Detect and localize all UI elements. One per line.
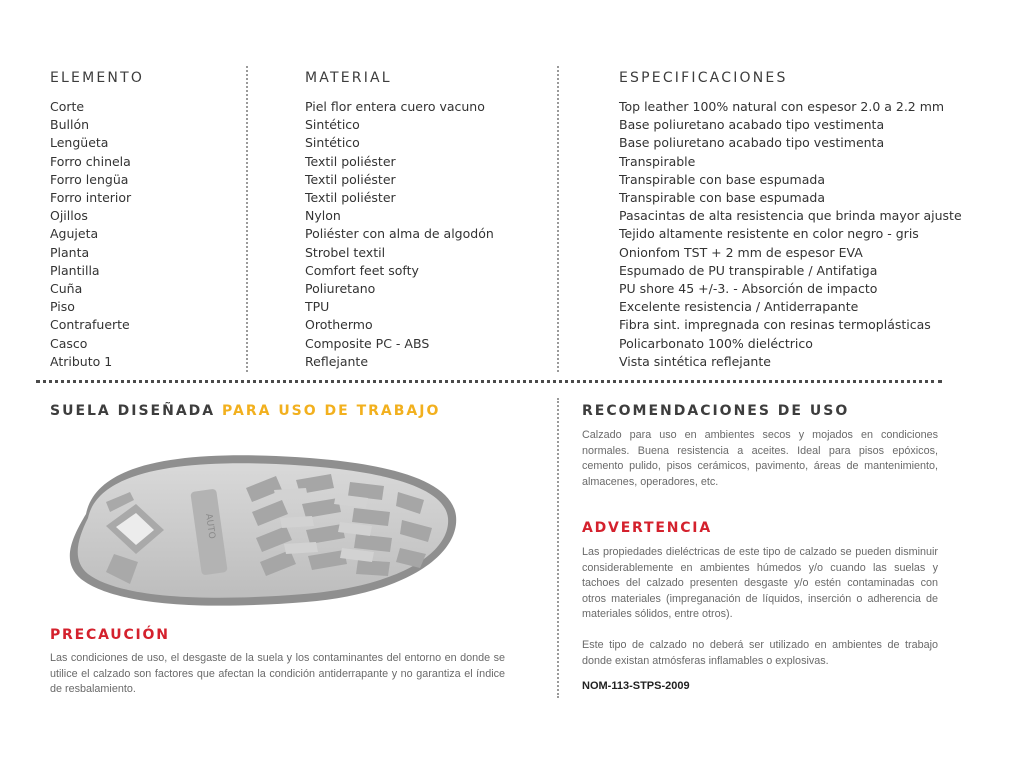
elementos-cell: Cuña [50, 281, 83, 297]
especificaciones-cell: Policarbonato 100% dieléctrico [619, 335, 813, 351]
column-divider [557, 66, 559, 372]
advertencia-text: Las propiedades dieléctricas de este tipo de calzado se pueden disminuir considerablemente en ambientes húmedos y/o cuando las suelas y tachoes del calzado presenten desgaste y/o estén contaminadas con otros materiales (impreganación de líquidos, inserción o adherencia de materiales sólidos, entre otros). [582, 546, 938, 620]
especificaciones-cell: Onionfom TST + 2 mm de espesor EVA [619, 244, 863, 260]
especificaciones-cell: Transpirable [619, 153, 696, 169]
recomendaciones-title: RECOMENDACIONES DE USO [582, 403, 850, 419]
materiales-cell: Poliéster con alma de algodón [305, 226, 494, 242]
especificaciones-cell: Base poliuretano acabado tipo vestimenta [619, 135, 885, 151]
materiales-cell: Comfort feet softy [305, 262, 419, 278]
materiales-cell: TPU [305, 299, 330, 315]
sole-brand-text: AUTO [203, 513, 217, 540]
especificaciones-cell: Espumado de PU transpirable / Antifatiga [619, 262, 878, 278]
header-material: MATERIAL [305, 70, 392, 86]
especificaciones-cell: Transpirable con base espumada [619, 190, 825, 206]
elementos-cell: Lengüeta [50, 135, 109, 151]
elementos-cell: Agujeta [50, 226, 99, 242]
especificaciones-cell: Excelente resistencia / Antiderrapante [619, 299, 859, 315]
materiales-cell: Textil poliéster [305, 190, 396, 206]
precaucion-title: PRECAUCIÓN [50, 627, 170, 643]
especificaciones-column [619, 98, 962, 371]
materiales-cell: Textil poliéster [305, 171, 396, 187]
elementos-cell: Forro chinela [50, 153, 131, 169]
shoe-sole-image [46, 434, 466, 619]
norma-label: NOM-113-STPS-2009 [582, 680, 690, 692]
especificaciones-cell: Tejido altamente resistente en color negro - gris [619, 226, 919, 242]
materiales-cell: Sintético [305, 117, 360, 133]
header-elemento: ELEMENTO [50, 70, 145, 86]
materiales-cell: Poliuretano [305, 281, 376, 297]
elementos-cell: Plantilla [50, 262, 100, 278]
materiales-cell: Sintético [305, 135, 360, 151]
especificaciones-cell: Top leather 100% natural con espesor 2.0 a 2.2 mm [619, 99, 945, 114]
elementos-cell: Bullón [50, 117, 90, 133]
section-separator [36, 380, 942, 383]
especificaciones-cell: Base poliuretano acabado tipo vestimenta [619, 117, 885, 133]
especificaciones-cell: PU shore 45 +/-3. - Absorción de impacto [619, 281, 878, 297]
recomendaciones-text: Calzado para uso en ambientes secos y mojados en condiciones normales. Buena resistencia a aceites. Ideal para pisos epóxicos, cemento pulido, pisos cerámicos, pavimento, áreas de mantenimiento, almacenes, operadores, etc. [582, 429, 938, 488]
materiales-cell: Piel flor entera cuero vacuno [305, 99, 485, 114]
materiales-cell: Textil poliéster [305, 153, 396, 169]
materiales-cell: Composite PC - ABS [305, 335, 430, 351]
material-column [305, 98, 494, 371]
elementos-cell: Forro lengüa [50, 171, 129, 187]
materiales-cell: Orothermo [305, 317, 373, 333]
materiales-cell: Reflejante [305, 353, 369, 369]
elementos-cell: Piso [50, 299, 75, 315]
column-divider [246, 66, 248, 372]
advertencia-title: ADVERTENCIA [582, 520, 712, 536]
precaucion-text: Las condiciones de uso, el desgaste de la suela y los contaminantes del entorno en donde se utilice el calzado son factores que afectan la condición antiderrapante y no garantiza el índice de resbalamiento. [50, 652, 505, 695]
elementos-cell: Ojillos [50, 208, 88, 224]
especificaciones-cell: Vista sintética reflejante [619, 353, 771, 369]
especificaciones-cell: Fibra sint. impregnada con resinas termoplásticas [619, 317, 931, 333]
suela-title-highlight: PARA USO DE TRABAJO [222, 403, 441, 419]
advertencia-text-2: Este tipo de calzado no deberá ser utilizado en ambientes de trabajo donde existan atmósferas inflamables o explosivas. [582, 639, 938, 667]
elementos-cell: Casco [50, 335, 88, 351]
materiales-cell: Nylon [305, 208, 341, 224]
elementos-cell: Corte [50, 99, 85, 114]
header-especificaciones: ESPECIFICACIONES [619, 70, 788, 86]
especificaciones-cell: Transpirable con base espumada [619, 171, 825, 187]
section-divider [557, 398, 559, 698]
suela-title-main: SUELA DISEÑADA [50, 403, 223, 419]
elementos-cell: Forro interior [50, 190, 132, 206]
suela-title [50, 403, 440, 419]
elementos-cell: Contrafuerte [50, 317, 130, 333]
elemento-column [50, 98, 131, 371]
especificaciones-cell: Pasacintas de alta resistencia que brinda mayor ajuste [619, 208, 962, 224]
elementos-cell: Atributo 1 [50, 353, 113, 369]
elementos-cell: Planta [50, 244, 90, 260]
materiales-cell: Strobel textil [305, 244, 386, 260]
